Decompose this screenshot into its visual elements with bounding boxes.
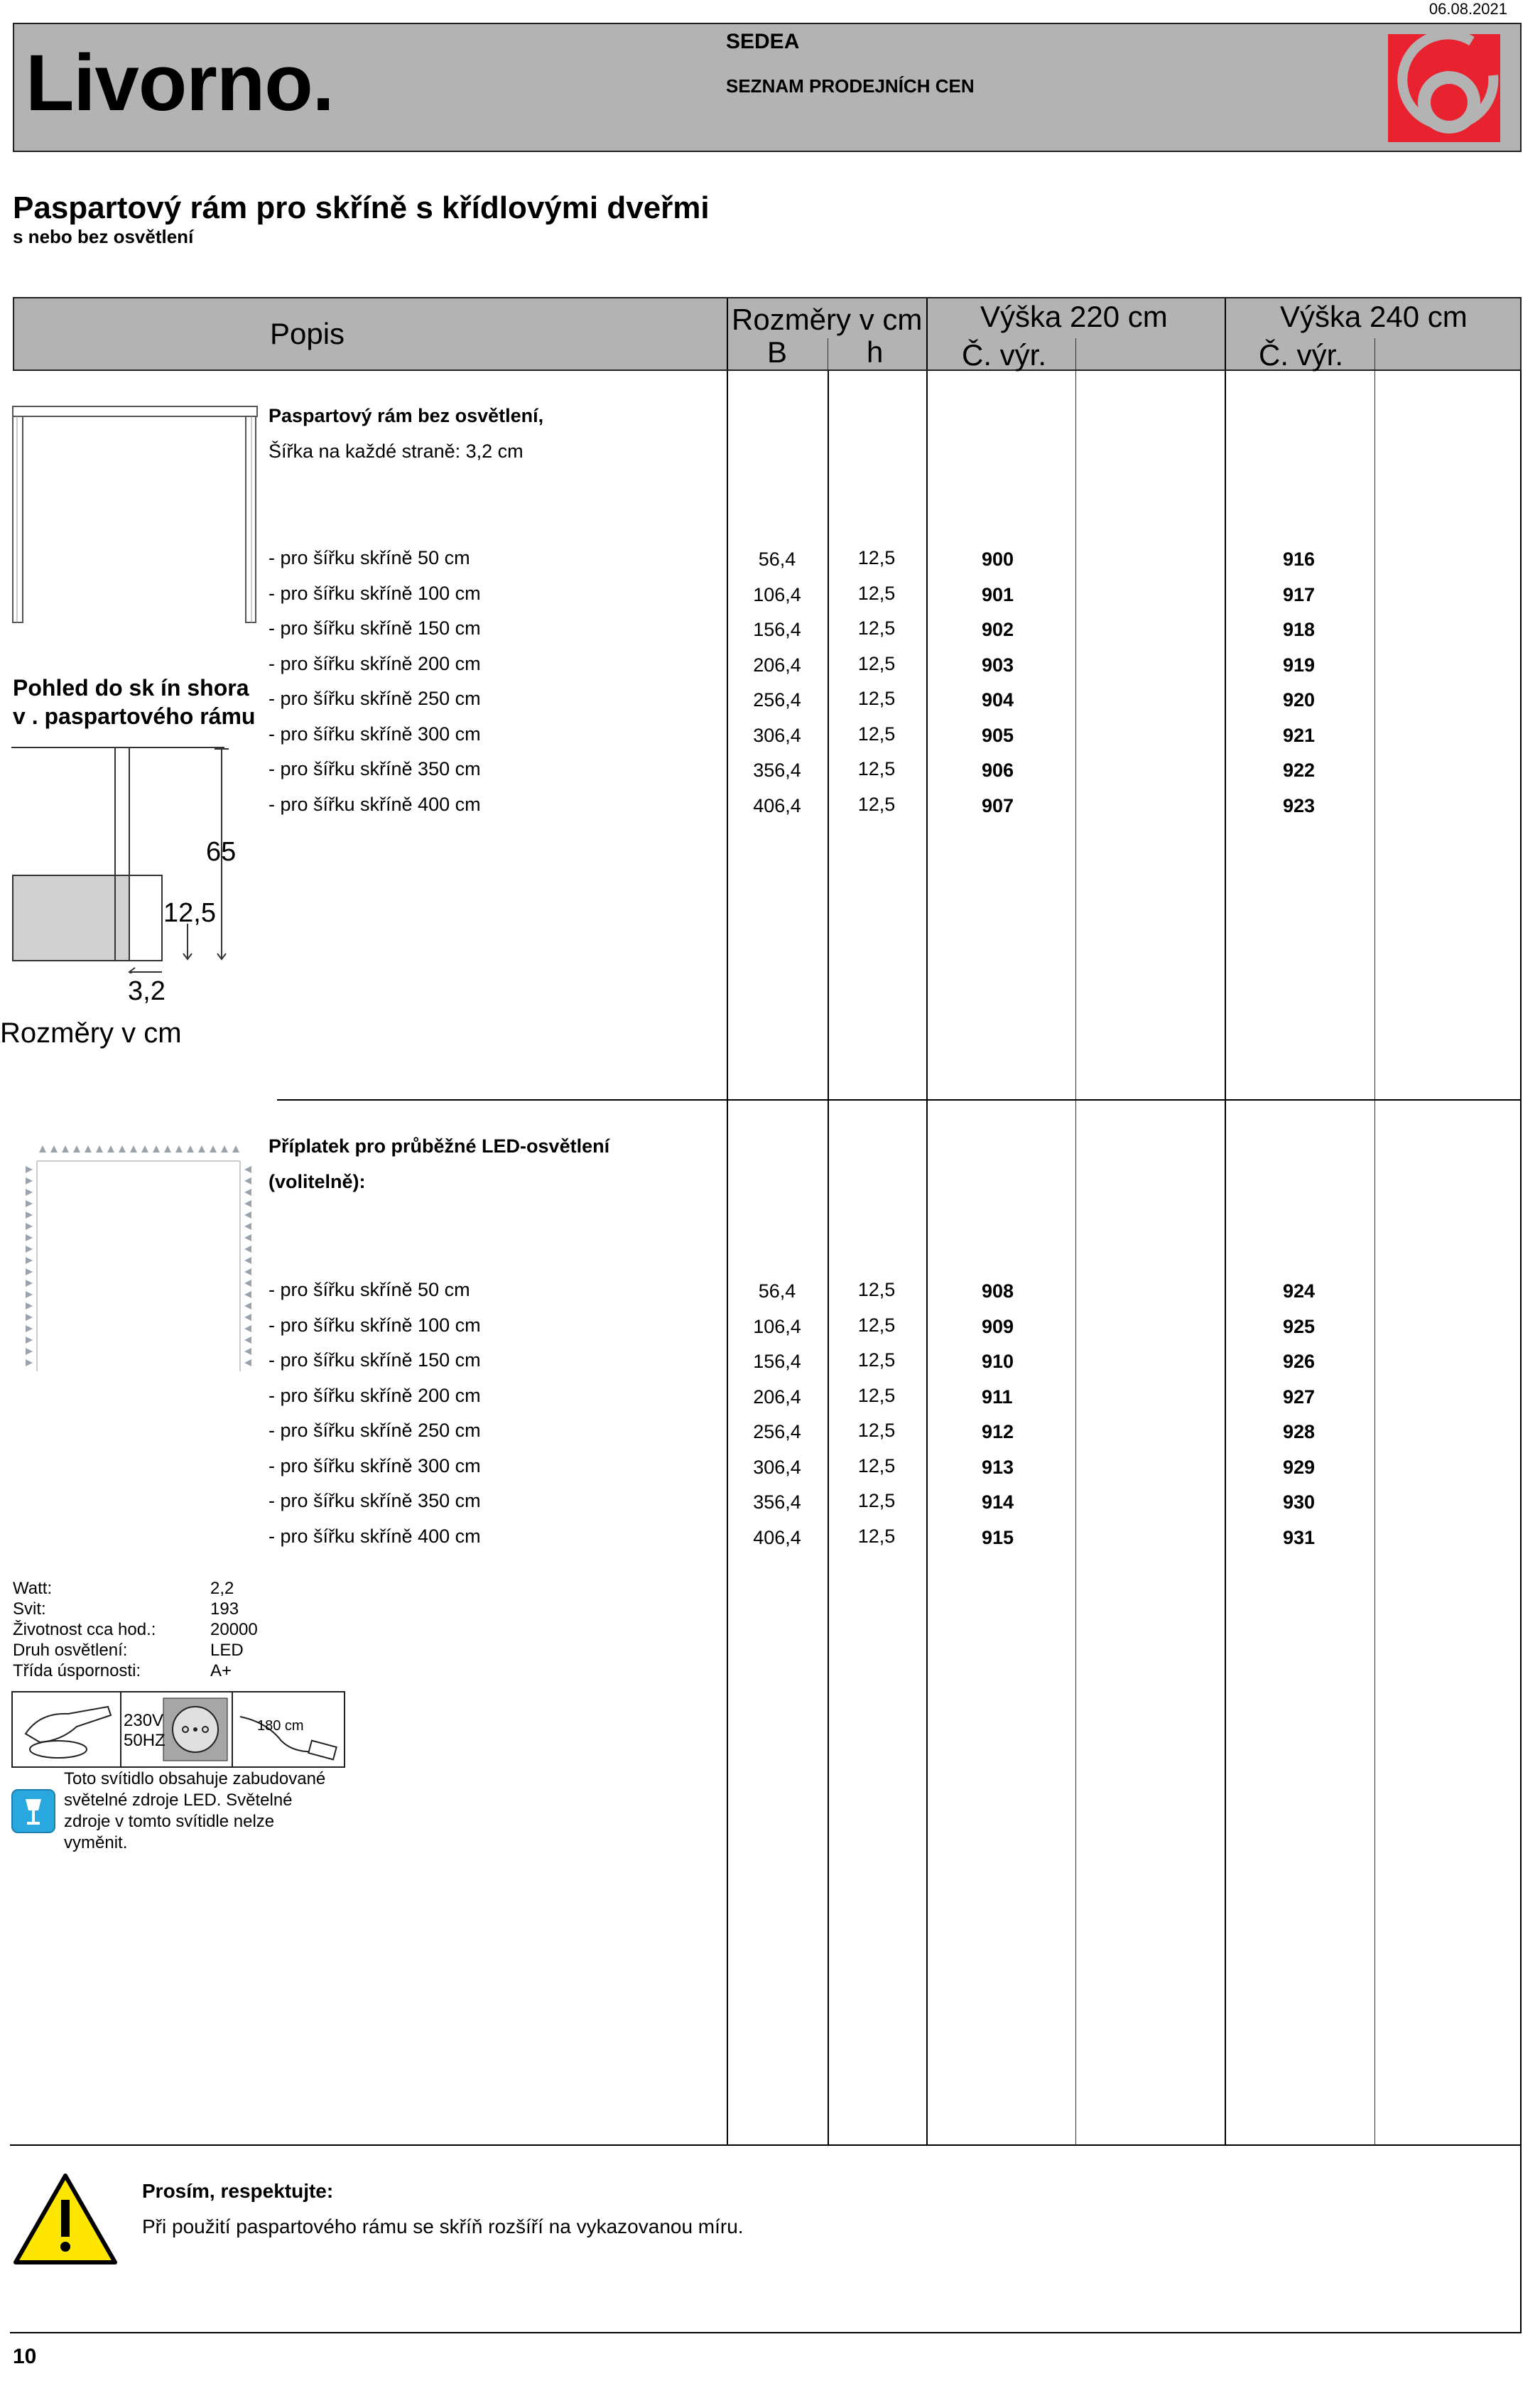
row-height-h: 12,5	[857, 723, 896, 745]
row-code-220: 903	[982, 654, 1014, 676]
section2-heading-line2: (volitelně):	[269, 1171, 366, 1192]
row-width-b: 206,4	[753, 1386, 801, 1408]
spec-key: Watt:	[13, 1579, 53, 1598]
row-label: - pro šířku skříně 100 cm	[269, 582, 481, 604]
row-height-h: 12,5	[857, 1454, 896, 1476]
row-code-220: 911	[982, 1386, 1013, 1408]
spec-key: Třída úspornosti:	[13, 1661, 141, 1680]
dim-65-label: 65	[206, 837, 237, 867]
row-label: - pro šířku skříně 200 cm	[269, 1384, 481, 1406]
row-height-h: 12,5	[857, 1314, 896, 1336]
row-label: - pro šířku skříně 150 cm	[269, 617, 481, 639]
row-code-220: 913	[982, 1456, 1014, 1478]
row-code-240: 925	[1283, 1315, 1316, 1337]
dims-caption: Rozměry v cm	[0, 1017, 182, 1049]
row-code-240: 931	[1283, 1526, 1316, 1548]
company-logo-icon	[1388, 34, 1500, 142]
column-line	[828, 371, 829, 2146]
page-subtitle: s nebo bez osvětlení	[13, 226, 194, 247]
row-code-220: 908	[982, 1280, 1014, 1302]
page-bottom-line	[10, 2332, 1522, 2333]
row-width-b: 406,4	[753, 1526, 801, 1548]
spec-key: Životnost cca hod.:	[13, 1620, 156, 1639]
spec-key: Druh osvětlení:	[13, 1641, 128, 1660]
row-width-b: 56,4	[758, 1280, 796, 1302]
row-width-b: 156,4	[753, 1351, 801, 1372]
row-height-h: 12,5	[857, 1420, 896, 1441]
spec-value: A+	[210, 1661, 232, 1680]
row-height-h: 12,5	[857, 617, 896, 639]
row-label: - pro šířku skříně 150 cm	[269, 1349, 481, 1371]
header-divider	[1225, 298, 1226, 369]
section2-heading-line1: Příplatek pro průběžné LED-osvětlení	[269, 1135, 610, 1157]
col-b-header: B	[767, 335, 788, 369]
col-popis-header: Popis	[270, 317, 345, 350]
row-width-b: 356,4	[753, 760, 801, 781]
header-divider	[1075, 338, 1076, 369]
row-label: - pro šířku skříně 350 cm	[269, 1490, 481, 1511]
row-label: - pro šířku skříně 400 cm	[269, 1525, 481, 1547]
row-width-b: 356,4	[753, 1491, 801, 1513]
row-code-240: 924	[1283, 1280, 1316, 1302]
row-label: - pro šířku skříně 300 cm	[269, 1454, 481, 1476]
header-divider	[926, 298, 928, 369]
row-width-b: 256,4	[753, 689, 801, 711]
price-list-title: SEZNAM PRODEJNÍCH CEN	[726, 75, 975, 97]
row-height-h: 12,5	[857, 1490, 896, 1511]
row-code-220: 909	[982, 1315, 1014, 1337]
row-label: - pro šířku skříně 350 cm	[269, 758, 481, 779]
column-line	[1520, 371, 1522, 2332]
lamp-note-line1: Toto svítidlo obsahuje zabudované	[64, 1769, 326, 1788]
row-height-h: 12,5	[857, 1525, 896, 1547]
cable-length-label: 180 cm	[257, 1718, 304, 1734]
col-rozmery-header: Rozměry v cm	[732, 303, 923, 336]
row-label: - pro šířku skříně 100 cm	[269, 1314, 481, 1336]
column-line	[1225, 371, 1226, 2146]
row-width-b: 306,4	[753, 1456, 801, 1478]
lamp-icon	[11, 1789, 55, 1833]
lamp-note-line4: vyměnit.	[64, 1833, 128, 1852]
row-width-b: 306,4	[753, 724, 801, 746]
frequency-label: 50HZ	[124, 1731, 166, 1750]
col-cvyr240-header: Č. výr.	[1259, 338, 1344, 372]
row-height-h: 12,5	[857, 758, 896, 779]
row-width-b: 206,4	[753, 654, 801, 676]
spec-value: 193	[210, 1599, 239, 1619]
row-code-220: 915	[982, 1526, 1014, 1548]
row-code-220: 910	[982, 1351, 1014, 1372]
row-width-b: 256,4	[753, 1421, 801, 1442]
column-line	[1374, 371, 1375, 2146]
section-divider	[277, 1099, 1522, 1101]
dim-3-2-label: 3,2	[128, 976, 166, 1006]
brand-name: Livorno.	[26, 38, 334, 127]
document-date: 06.08.2021	[1428, 0, 1507, 18]
row-code-220: 904	[982, 689, 1014, 711]
row-code-220: 900	[982, 549, 1014, 570]
spec-key: Svit:	[13, 1599, 46, 1619]
page-title: Paspartový rám pro skříně s křídlovými dveřmi	[13, 190, 710, 225]
dim-12-5-label: 12,5	[163, 898, 216, 928]
row-label: - pro šířku skříně 250 cm	[269, 688, 481, 709]
row-code-220: 914	[982, 1491, 1014, 1513]
led-frame-icon	[11, 1144, 260, 1378]
row-label: - pro šířku skříně 50 cm	[269, 547, 470, 568]
row-width-b: 406,4	[753, 794, 801, 816]
warning-icon	[13, 2173, 118, 2265]
column-line	[727, 371, 728, 2146]
row-code-240: 929	[1283, 1456, 1316, 1478]
row-width-b: 156,4	[753, 619, 801, 640]
notice-title: Prosím, respektujte:	[142, 2180, 334, 2202]
header-divider	[1374, 338, 1375, 369]
column-line	[926, 371, 928, 2146]
section1-note: Šířka na každé straně: 3,2 cm	[269, 441, 524, 462]
col-vyska220-header: Výška 220 cm	[980, 300, 1168, 333]
row-height-h: 12,5	[857, 1384, 896, 1406]
row-code-240: 920	[1283, 689, 1316, 711]
row-height-h: 12,5	[857, 1349, 896, 1371]
row-code-220: 902	[982, 619, 1014, 640]
row-code-220: 906	[982, 760, 1014, 781]
header-divider	[727, 298, 728, 369]
frame-front-icon	[11, 405, 260, 625]
section1-heading: Paspartový rám bez osvětlení,	[269, 405, 544, 426]
lamp-note-line2: světelné zdroje LED. Světelné	[64, 1791, 293, 1810]
col-h-header: h	[867, 335, 884, 369]
row-width-b: 56,4	[758, 549, 796, 570]
row-label: - pro šířku skříně 300 cm	[269, 723, 481, 745]
column-line	[1075, 371, 1076, 2146]
row-code-220: 912	[982, 1421, 1014, 1442]
row-label: - pro šířku skříně 50 cm	[269, 1279, 470, 1300]
row-code-240: 919	[1283, 654, 1316, 676]
row-code-240: 921	[1283, 724, 1316, 746]
page-number: 10	[13, 2345, 37, 2368]
row-height-h: 12,5	[857, 652, 896, 674]
row-code-220: 907	[982, 794, 1014, 816]
row-code-220: 905	[982, 724, 1014, 746]
row-label: - pro šířku skříně 200 cm	[269, 652, 481, 674]
row-code-240: 923	[1283, 794, 1316, 816]
row-label: - pro šířku skříně 250 cm	[269, 1420, 481, 1441]
row-label: - pro šířku skříně 400 cm	[269, 793, 481, 815]
view-label-line1: Pohled do sk ín shora	[13, 675, 249, 701]
row-code-240: 926	[1283, 1351, 1316, 1372]
row-width-b: 106,4	[753, 1315, 801, 1337]
row-code-240: 928	[1283, 1421, 1316, 1442]
company-name: SEDEA	[726, 30, 800, 53]
row-height-h: 12,5	[857, 582, 896, 604]
row-height-h: 12,5	[857, 1279, 896, 1300]
lamp-note-line3: zdroje v tomto svítidle nelze	[64, 1812, 275, 1831]
col-cvyr220-header: Č. výr.	[962, 338, 1047, 372]
row-code-240: 917	[1283, 583, 1316, 605]
col-vyska240-header: Výška 240 cm	[1280, 300, 1468, 333]
view-label-line2: v . paspartového rámu	[13, 703, 256, 729]
row-code-240: 918	[1283, 619, 1316, 640]
row-height-h: 12,5	[857, 688, 896, 709]
voltage-label: 230V	[124, 1711, 164, 1730]
notice-text: Při použití paspartového rámu se skříň rozšíří na vykazovanou míru.	[142, 2215, 744, 2237]
row-code-240: 927	[1283, 1386, 1316, 1408]
table-bottom-line	[10, 2144, 1522, 2146]
row-code-240: 930	[1283, 1491, 1316, 1513]
row-code-240: 916	[1283, 549, 1316, 570]
row-code-240: 922	[1283, 760, 1316, 781]
spec-value: 20000	[210, 1620, 258, 1639]
spec-value: 2,2	[210, 1579, 234, 1598]
row-code-220: 901	[982, 583, 1014, 605]
row-height-h: 12,5	[857, 547, 896, 568]
spec-value: LED	[210, 1641, 244, 1660]
row-width-b: 106,4	[753, 583, 801, 605]
row-height-h: 12,5	[857, 793, 896, 815]
